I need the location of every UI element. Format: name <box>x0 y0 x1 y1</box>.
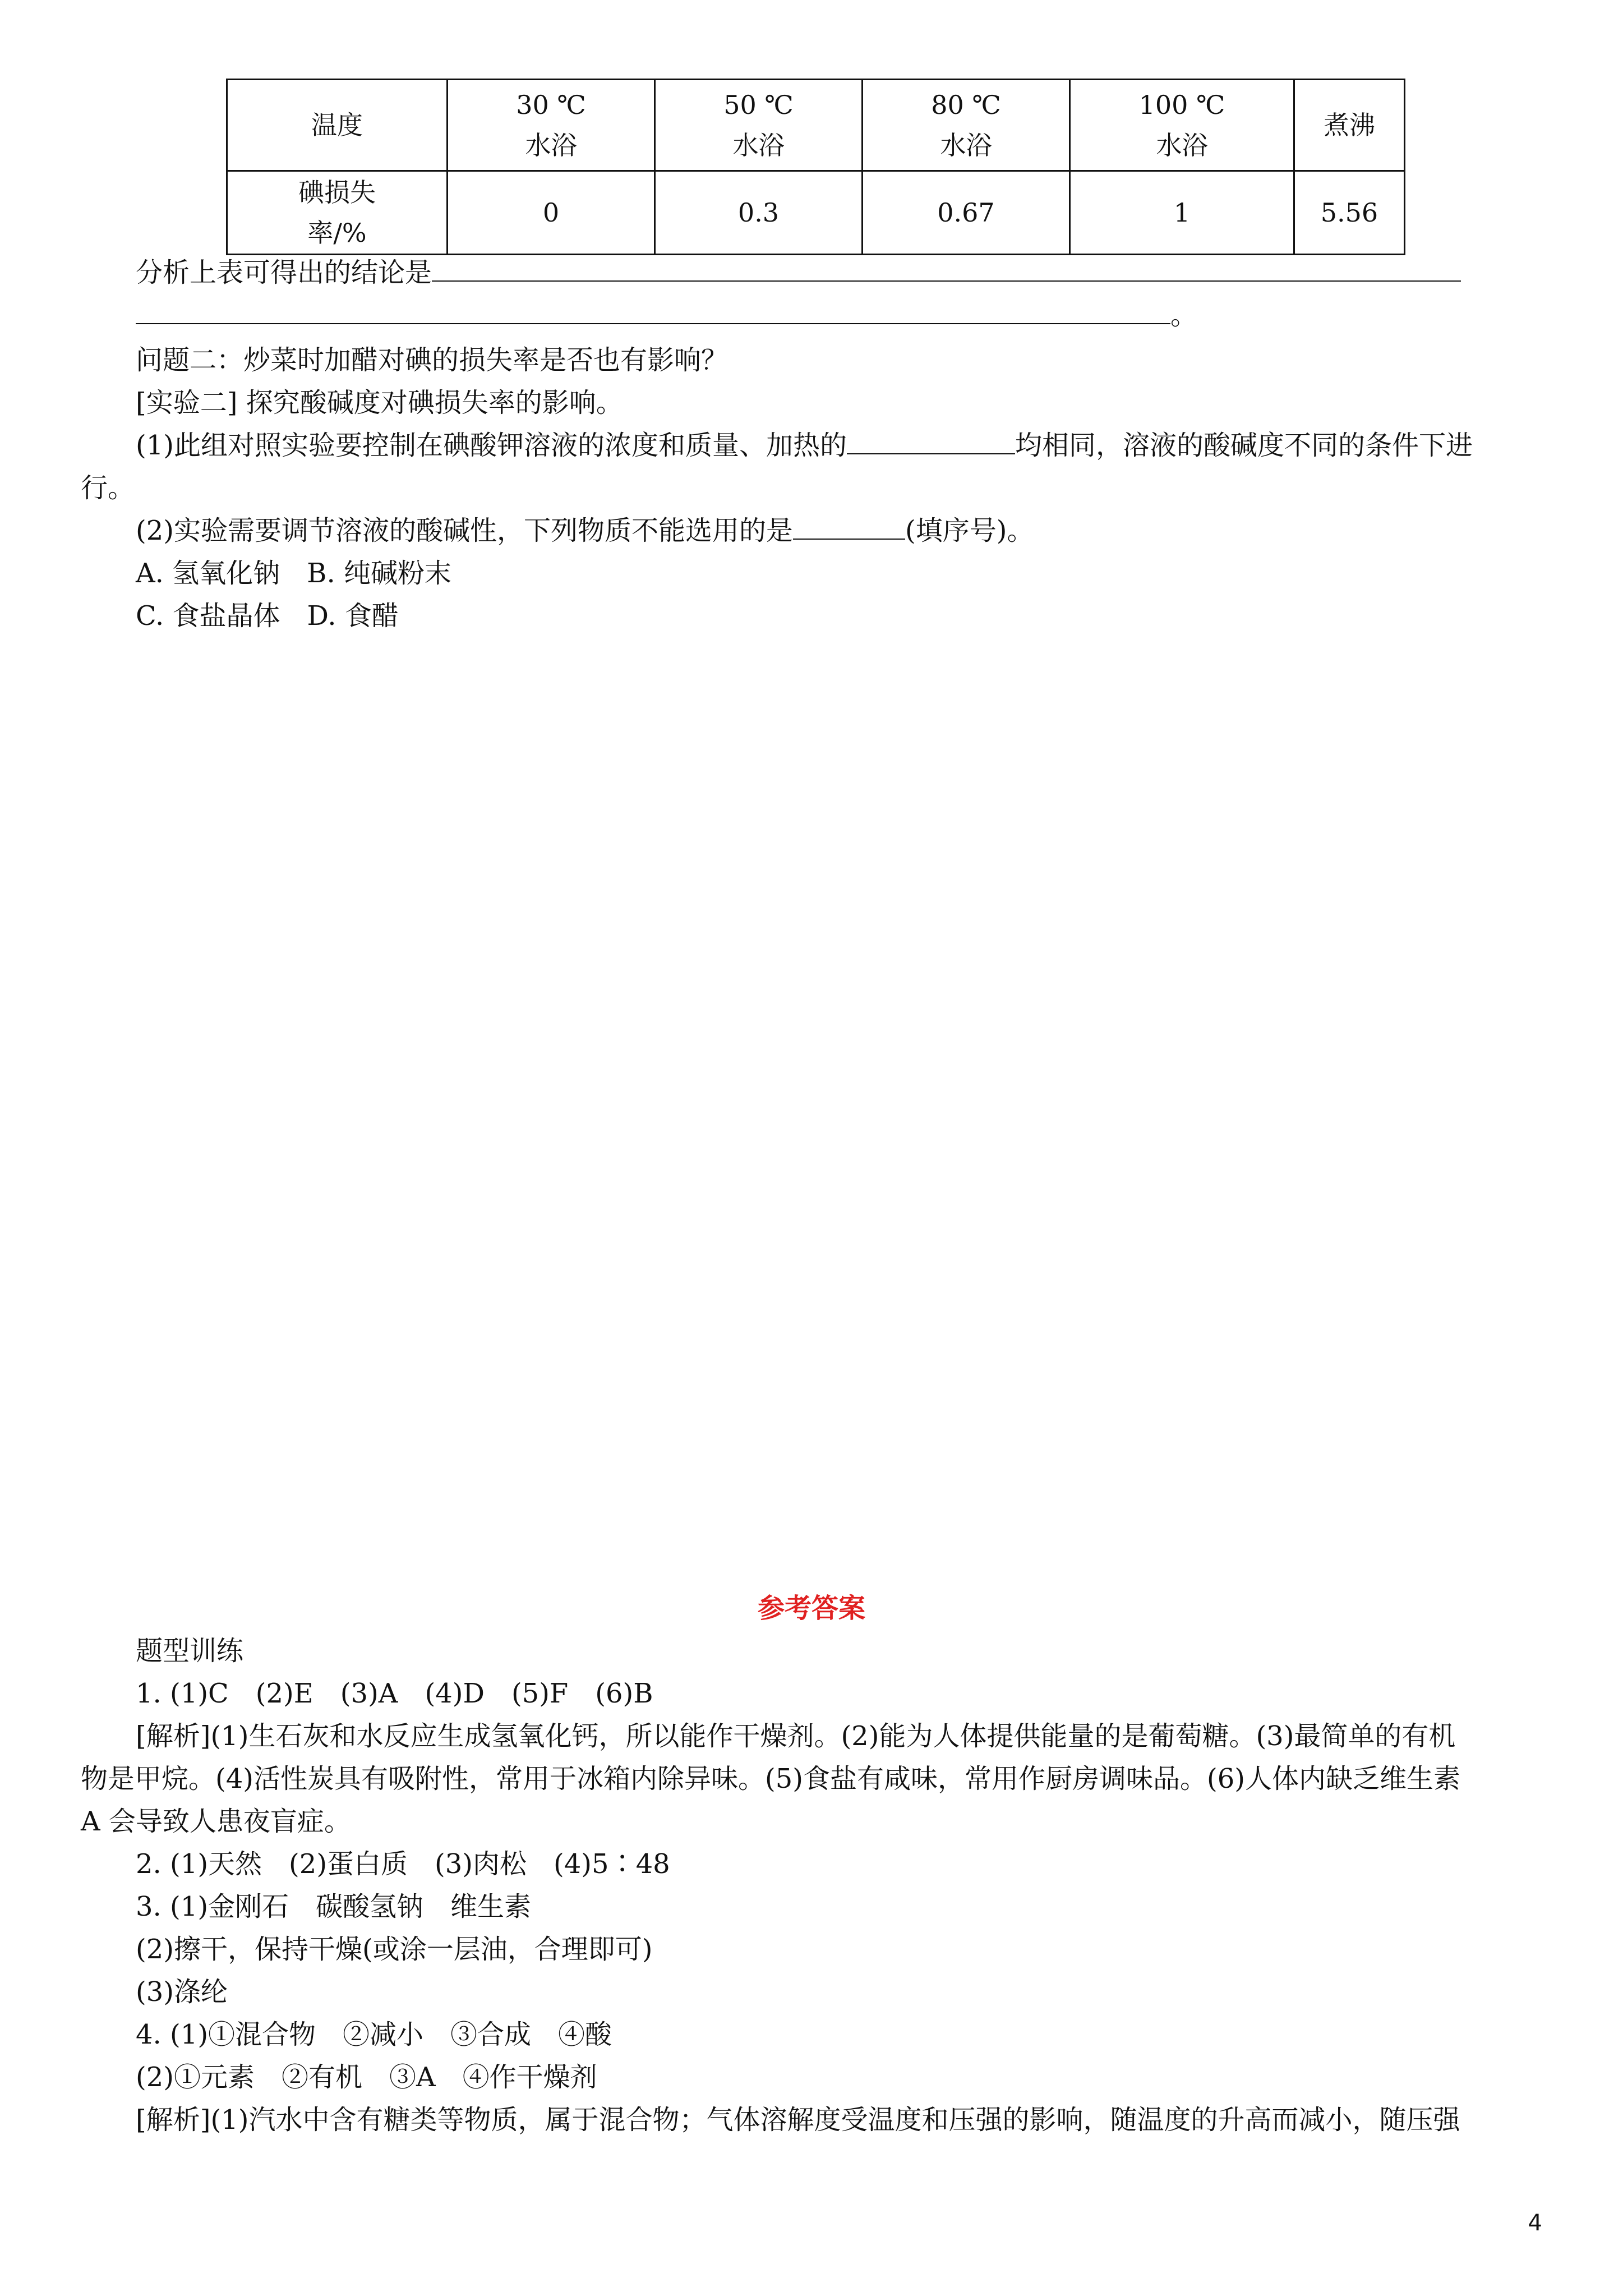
cell-boiling: 5.56 <box>1294 171 1405 255</box>
header-50c: 50 ℃ 水浴 <box>655 80 863 171</box>
cell-80c: 0.67 <box>863 171 1070 255</box>
table-row <box>227 171 1405 255</box>
answer-3-l1: 3. (1)金刚石 碳酸氢钠 维生素 <box>136 1891 532 1922</box>
part-1-continued: 行。 <box>81 472 135 504</box>
answer-1: 1. (1)C (2)E (3)A (4)D (5)F (6)B <box>136 1678 653 1709</box>
answers-heading: 参考答案 <box>757 1593 865 1624</box>
conclusion-blank-2[interactable] <box>136 321 1170 324</box>
table-header-row <box>227 80 1405 171</box>
part-2: (2)实验需要调节溶液的酸碱性，下列物质不能选用的是 (填序号)。 <box>136 515 1034 546</box>
page-number: 4 <box>1528 2210 1542 2236</box>
section-title: 题型训练 <box>136 1635 244 1667</box>
answer-4-explanation: [解析](1)汽水中含有糖类等物质，属于混合物；气体溶解度受温度和压强的影响，随温度的升高而减小，随压强 <box>136 2104 1460 2136</box>
row-label-iodine-loss: 碘损失 率/% <box>227 171 448 255</box>
options-ab: A. 氢氧化钠 B. 纯碱粉末 <box>136 558 451 589</box>
experiment-two-title: [实验二] 探究酸碱度对碘损失率的影响。 <box>136 387 623 418</box>
cell-50c: 0.3 <box>655 171 863 255</box>
answer-2: 2. (1)天然 (2)蛋白质 (3)肉松 (4)5∶48 <box>136 1848 670 1880</box>
answer-4-l1: 4. (1)①混合物 ②减小 ③合成 ④酸 <box>136 2019 612 2050</box>
answer-1-explanation-l3: A 会导致人患夜盲症。 <box>81 1806 351 1837</box>
conclusion-line-2: 。 <box>136 297 1197 333</box>
question-two: 问题二：炒菜时加醋对碘的损失率是否也有影响？ <box>136 344 728 376</box>
header-100c: 100 ℃ 水浴 <box>1070 80 1294 171</box>
conclusion-line: 分析上表可得出的结论是 <box>136 255 1461 291</box>
part-1-blank[interactable] <box>847 451 1015 454</box>
header-boiling: 煮沸 <box>1294 80 1405 171</box>
answer-4-l2: (2)①元素 ②有机 ③A ④作干燥剂 <box>136 2062 597 2093</box>
part-1: (1)此组对照实验要控制在碘酸钾溶液的浓度和质量、加热的 均相同，溶液的酸碱度不同的条件下进 <box>136 430 1473 461</box>
header-80c: 80 ℃ 水浴 <box>863 80 1070 171</box>
header-30c: 30 ℃ 水浴 <box>448 80 655 171</box>
cell-30c: 0 <box>448 171 655 255</box>
answer-3-l3: (3)涤纶 <box>136 1976 228 2008</box>
options-cd: C. 食盐晶体 D. 食醋 <box>136 600 399 632</box>
answer-1-explanation-l2: 物是甲烷。(4)活性炭具有吸附性，常用于冰箱内除异味。(5)食盐有咸味，常用作厨房调味品。(6)人体内缺乏维生素 <box>81 1763 1460 1795</box>
iodine-loss-table <box>226 79 1405 255</box>
part-2-blank[interactable] <box>793 536 905 540</box>
answer-1-explanation-l1: [解析](1)生石灰和水反应生成氢氧化钙，所以能作干燥剂。(2)能为人体提供能量的是葡萄糖。(3)最简单的有机 <box>136 1720 1456 1752</box>
cell-100c: 1 <box>1070 171 1294 255</box>
header-temperature: 温度 <box>227 80 448 171</box>
answer-3-l2: (2)擦干，保持干燥(或涂一层油，合理即可) <box>136 1934 653 1965</box>
conclusion-blank-1[interactable] <box>432 278 1461 282</box>
